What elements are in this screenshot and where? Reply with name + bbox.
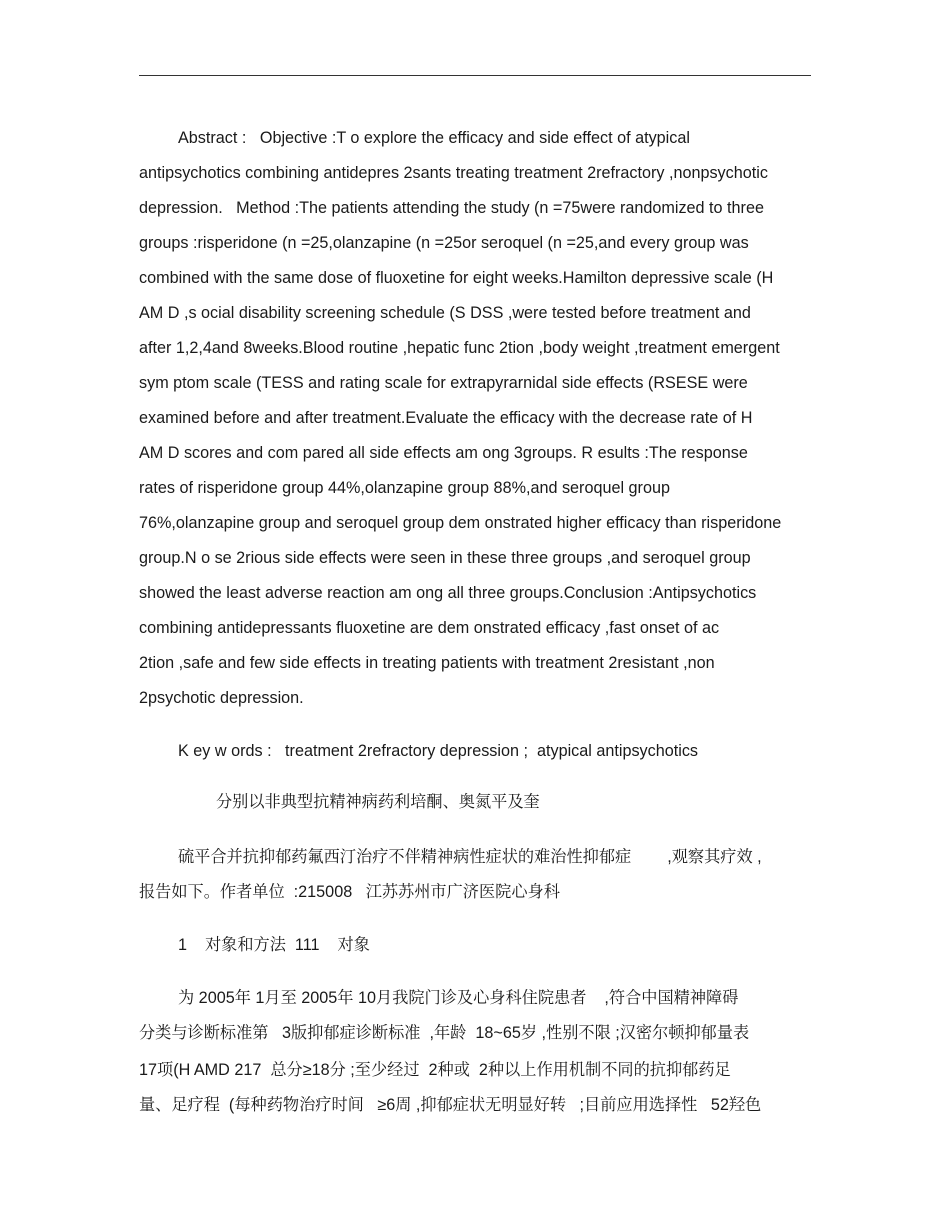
abstract-line-16: 2tion ,safe and few side effects in treating patients with treatment 2resistant ,non	[139, 654, 715, 672]
abstract-line-15: combining antidepressants fluoxetine are dem onstrated efficacy ,fast onset of ac	[139, 619, 720, 637]
abstract-line-11: rates of risperidone group 44%,olanzapine group 88%,and seroquel group	[139, 479, 670, 497]
abstract-line-14: showed the least adverse reaction am ong all three groups.Conclusion :Antipsychotics	[139, 584, 757, 602]
abstract-line-3: depression. Method :The patients attending the study (n =75were randomized to three	[139, 199, 764, 217]
abstract-line-7: after 1,2,4and 8weeks.Blood routine ,hepatic func 2tion ,body weight ,treatment emergent	[139, 339, 780, 357]
intro-heading-line: 分别以非典型抗精神病药利培酮、奥氮平及奎	[216, 793, 540, 811]
section-heading: 1 对象和方法 111 对象	[178, 936, 370, 954]
abstract-line-6: AM D ,s ocial disability screening schedule (S DSS ,were tested before treatment and	[139, 304, 751, 322]
body-line-4: 量、足疗程 (每种药物治疗时间 ≥6周 ,抑郁症状无明显好转 ;目前应用选择性 52羟色	[139, 1096, 762, 1114]
abstract-line-12: 76%,olanzapine group and seroquel group dem onstrated higher efficacy than risperidone	[139, 514, 782, 532]
header-rule	[139, 75, 811, 76]
abstract-line-4: groups :risperidone (n =25,olanzapine (n =25or seroquel (n =25,and every group was	[139, 234, 749, 252]
abstract-line-17: 2psychotic depression.	[139, 689, 304, 707]
abstract-line-13: group.N o se 2rious side effects were seen in these three groups ,and seroquel group	[139, 549, 751, 567]
abstract-line-9: examined before and after treatment.Evaluate the efficacy with the decrease rate of H	[139, 409, 753, 427]
abstract-line-1: Abstract : Objective :T o explore the efficacy and side effect of atypical	[178, 129, 690, 147]
abstract-line-8: sym ptom scale (TESS and rating scale for extrapyrarnidal side effects (RSESE were	[139, 374, 748, 392]
body-line-2: 分类与诊断标准第 3版抑郁症诊断标准 ,年龄 18~65岁 ,性别不限 ;汉密尔顿抑郁量表	[139, 1024, 750, 1042]
intro-line-2: 报告如下。作者单位 :215008 江苏苏州市广济医院心身科	[139, 883, 560, 901]
intro-line-1: 硫平合并抗抑郁药氟西汀治疗不伴精神病性症状的难治性抑郁症 ,观察其疗效 ,	[178, 848, 762, 866]
body-line-3: 17项(H AMD 217 总分≥18分 ;至少经过 2种或 2种以上作用机制不同的抗抑郁药足	[139, 1061, 731, 1079]
abstract-line-2: antipsychotics combining antidepres 2sants treating treatment 2refractory ,nonpsychotic	[139, 164, 768, 182]
abstract-line-10: AM D scores and com pared all side effects am ong 3groups. R esults :The response	[139, 444, 748, 462]
abstract-line-5: combined with the same dose of fluoxetine for eight weeks.Hamilton depressive scale (H	[139, 269, 774, 287]
body-line-1: 为 2005年 1月至 2005年 10月我院门诊及心身科住院患者 ,符合中国精神障碍	[178, 989, 739, 1007]
keywords-line: K ey w ords : treatment 2refractory depression ; atypical antipsychotics	[178, 742, 699, 760]
